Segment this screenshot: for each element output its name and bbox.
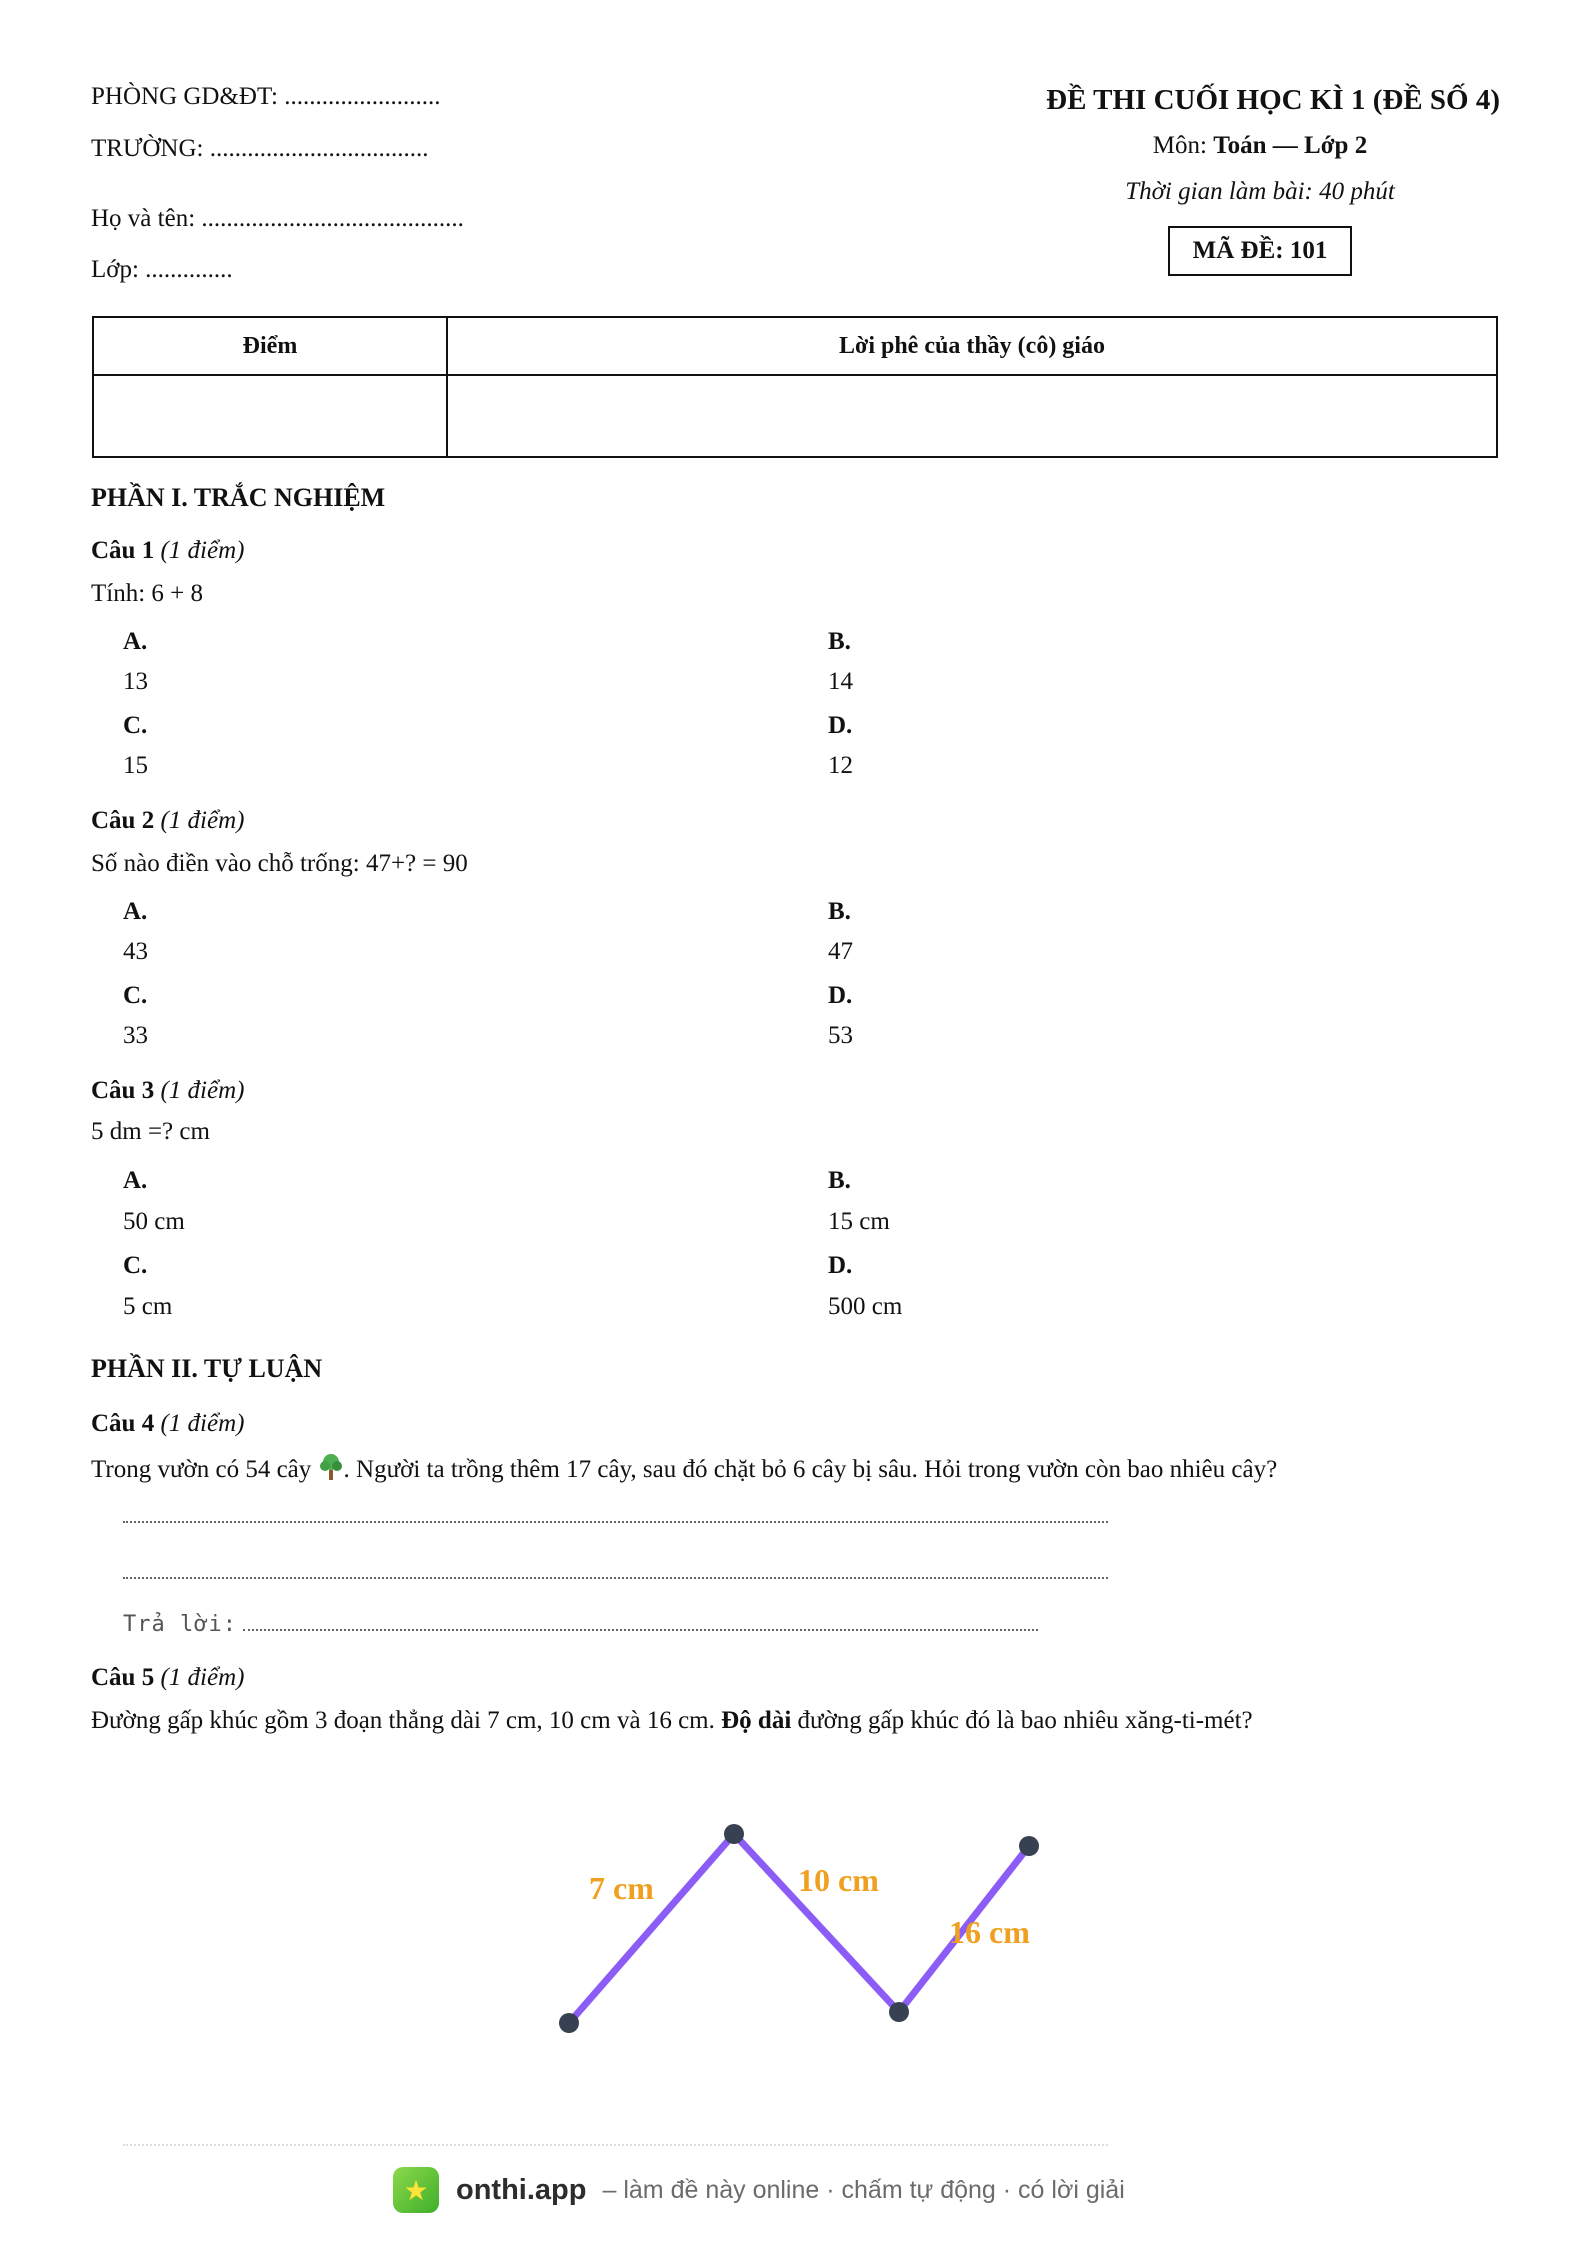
q2-option-b-letter[interactable]: B. <box>828 898 851 925</box>
segment-label-1: 7 cm <box>589 1870 654 1906</box>
segment-label-2: 10 cm <box>798 1862 879 1898</box>
q3-option-b-value[interactable]: 15 cm <box>828 1208 890 1235</box>
class-field: Lớp: .............. <box>91 256 233 283</box>
point-3 <box>889 2002 909 2022</box>
duration: Thời gian làm bài: 40 phút <box>1125 178 1395 205</box>
q1-option-a-letter[interactable]: A. <box>123 628 148 655</box>
q1-option-c-letter[interactable]: C. <box>123 712 148 739</box>
q5-points: (1 điểm) <box>160 1664 245 1691</box>
footer-tagline: – làm đề này online · chấm tự động · có lời giải <box>602 2175 1125 2204</box>
q2-option-b-value[interactable]: 47 <box>828 938 853 965</box>
point-2 <box>724 1824 744 1844</box>
q1-option-b-letter[interactable]: B. <box>828 628 851 655</box>
q3-option-d-value[interactable]: 500 cm <box>828 1293 903 1320</box>
point-4 <box>1019 1836 1039 1856</box>
footer <box>393 2166 1125 2214</box>
q3-option-d-letter[interactable]: D. <box>828 1252 853 1279</box>
q5-text-after: đường gấp khúc đó là bao nhiêu xăng-ti-mét? <box>791 1707 1253 1734</box>
subject-prefix: Môn: <box>1152 132 1214 159</box>
q2-option-a-value[interactable]: 43 <box>123 938 148 965</box>
q3-option-a-letter[interactable]: A. <box>123 1167 148 1194</box>
footer-separator <box>123 2144 1108 2146</box>
q2-points: (1 điểm) <box>160 807 245 834</box>
q2-option-c-value[interactable]: 33 <box>123 1022 148 1049</box>
name-field: Họ và tên: .......................................... <box>91 205 464 232</box>
comment-header: Lời phê của thầy (cô) giáo <box>447 317 1497 375</box>
q2-option-d-value[interactable]: 53 <box>828 1022 853 1049</box>
q4-text-before: Trong vườn có 54 cây <box>91 1456 318 1483</box>
point-1 <box>559 2013 579 2033</box>
part2-title: PHẦN II. TỰ LUẬN <box>91 1354 323 1383</box>
q5-text-before: Đường gấp khúc gồm 3 đoạn thẳng dài 7 cm, 10 cm và 16 cm. <box>91 1707 722 1734</box>
q3-option-a-value[interactable]: 50 cm <box>123 1208 185 1235</box>
q1-option-d-letter[interactable]: D. <box>828 712 853 739</box>
segment-1 <box>569 1834 734 2023</box>
q3-option-c-value[interactable]: 5 cm <box>123 1293 173 1320</box>
q1-option-b-value[interactable]: 14 <box>828 668 853 695</box>
q5-text-bold: Độ dài <box>721 1707 792 1734</box>
q2-option-c-letter[interactable]: C. <box>123 982 148 1009</box>
q2-option-a-letter[interactable]: A. <box>123 898 148 925</box>
office-field: PHÒNG GD&ĐT: ......................... <box>91 83 441 110</box>
subject: Toán — Lớp 2 <box>1213 132 1368 159</box>
q1-option-c-value[interactable]: 15 <box>123 752 148 779</box>
school-field: TRƯỜNG: ................................... <box>91 135 429 162</box>
q5-label: Câu 5 <box>91 1664 155 1691</box>
q2-option-d-letter[interactable]: D. <box>828 982 853 1009</box>
q3-option-c-letter[interactable]: C. <box>123 1252 148 1279</box>
answer-label: Trả lời: <box>123 1612 237 1637</box>
segment-label-3: 16 cm <box>949 1914 1030 1950</box>
score-header: Điểm <box>93 317 447 375</box>
q4-text-after: . Người ta trồng thêm 17 cây, sau đó chặt bỏ 6 cây bị sâu. Hỏi trong vườn còn bao nhiêu cây? <box>343 1456 1278 1483</box>
q1-text: Tính: 6 + 8 <box>91 580 204 607</box>
part1-title: PHẦN I. TRẮC NGHIỆM <box>91 483 386 512</box>
q3-label: Câu 3 <box>91 1077 155 1104</box>
q3-points: (1 điểm) <box>160 1077 245 1104</box>
star-icon[interactable]: ★ <box>393 2167 439 2213</box>
q2-label: Câu 2 <box>91 807 155 834</box>
q3-text: 5 dm =? cm <box>91 1118 210 1145</box>
q1-option-d-value[interactable]: 12 <box>828 752 853 779</box>
q1-option-a-value[interactable]: 13 <box>123 668 148 695</box>
q4-points: (1 điểm) <box>160 1410 245 1437</box>
q4-label: Câu 4 <box>91 1410 155 1437</box>
q1-points: (1 điểm) <box>160 537 245 564</box>
segment-2 <box>734 1834 899 2012</box>
exam-title: ĐỀ THI CUỐI HỌC KÌ 1 (ĐỀ SỐ 4) <box>1046 84 1500 116</box>
q3-option-b-letter[interactable]: B. <box>828 1167 851 1194</box>
q1-label: Câu 1 <box>91 537 155 564</box>
q2-text: Số nào điền vào chỗ trống: 47+? = 90 <box>91 850 468 877</box>
brand-link[interactable]: onthi.app <box>456 2173 587 2206</box>
exam-code: MÃ ĐỀ: 101 <box>1168 226 1352 276</box>
